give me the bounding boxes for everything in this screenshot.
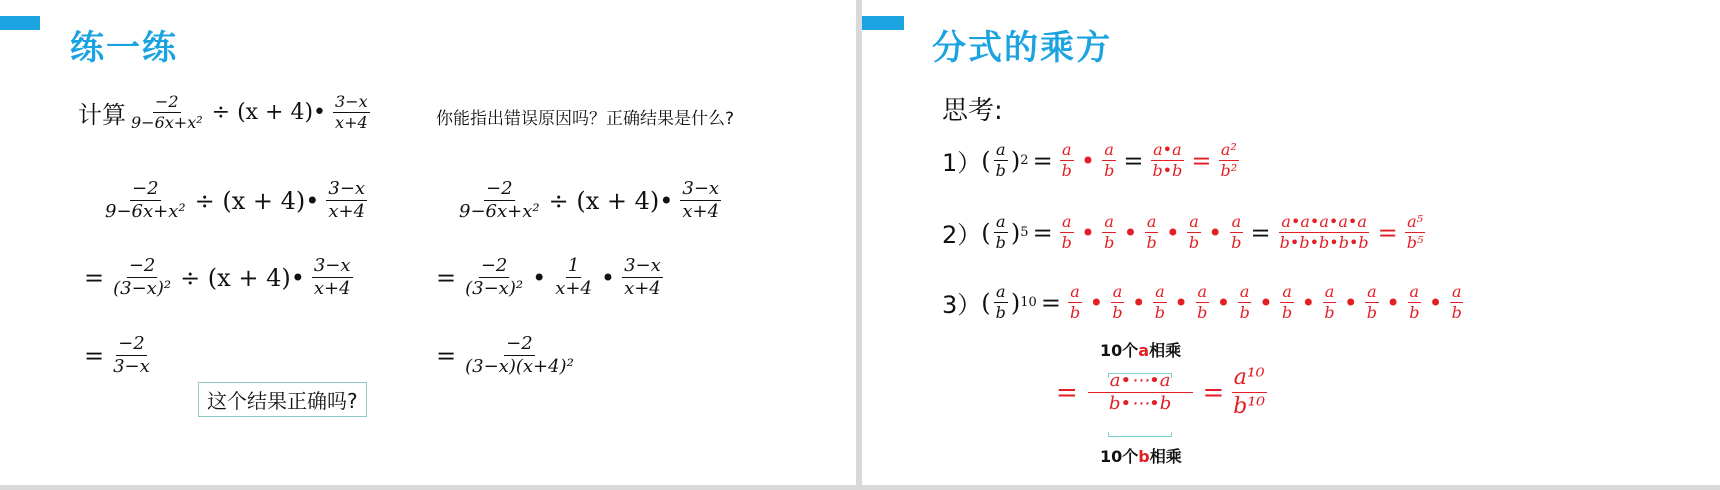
- power-row-3: 3） ( $\frac{a}{b}$ ) 10 = $\frac{a}{b}$ • $\frac{a}{b}$ • $\frac{a}{b}$ • $\frac{a}{b}$ • $\frac{a}{b}$ • $\frac{a}{b}$ • $\frac{a}{b}$ • $\frac{a}{b}$ • $\frac{a}{b}$ • $\frac{a}{b}$: [942, 282, 1462, 322]
- slide-right: [862, 0, 1720, 485]
- prompt-label: 计算: [78, 101, 126, 129]
- slide-title: 分式的乘方: [932, 28, 1112, 68]
- accent-bar: [862, 16, 904, 30]
- prompt-expression: 计算 $\frac{-2}{\text{9−6x+x²}}$ ÷ (x + 4)• $\frac{3-x}{x+4}$: [78, 92, 368, 132]
- fraction: $\frac{3-x}{x+4}$: [335, 92, 368, 132]
- accent-bar: [0, 16, 40, 30]
- note-box: 这个结果正确吗?: [198, 382, 367, 417]
- power-row-1: 1） ( $\frac{a}{b}$ ) 2 = $\frac{a}{b}$ • $\frac{a}{b}$ = $\frac{a•a}{b•b}$ = $\frac{\text{a²}}{\text{b²}}$: [942, 140, 1238, 180]
- power-row-3-result: = $\frac{a•\cdots•a}{b•\cdots•b}$ = $\frac{\text{a¹⁰}}{\text{b¹⁰}}$: [1056, 365, 1266, 419]
- count-a-label: 10个a相乘: [1100, 341, 1182, 360]
- bottom-brace: [1108, 432, 1172, 437]
- count-b-label: 10个b相乘: [1100, 447, 1182, 466]
- slide-title: 练一练: [70, 28, 178, 68]
- wrong-line-2: = $\frac{-2}{3-x}$: [84, 333, 150, 377]
- fraction: $\frac{-2}{\text{9−6x+x²}}$: [131, 92, 203, 132]
- wrong-line-1: = $\frac{-2}{\text{(3−x)²}}$ ÷ (x + 4)• $\frac{3-x}{x+4}$: [84, 255, 351, 299]
- right-line-0: $\frac{-2}{\text{9−6x+x²}}$ ÷ (x + 4)• $\frac{3-x}{x+4}$: [459, 178, 720, 222]
- power-row-2: 2） ( $\frac{a}{b}$ ) 5 = $\frac{a}{b}$ • $\frac{a}{b}$ • $\frac{a}{b}$ • $\frac{a}{b}$ • $\frac{a}{b}$ = $\frac{a•a•a•a•a}{b•b•b•b•b}$ = $\frac{\text{a⁵}}{\text{b⁵}}$: [942, 212, 1424, 252]
- wrong-line-0: $\frac{-2}{\text{9−6x+x²}}$ ÷ (x + 4)• $\frac{3-x}{x+4}$: [105, 178, 366, 222]
- question-text: 你能指出错误原因吗？正确结果是什么?: [436, 109, 735, 129]
- right-line-2: = $\frac{-2}{\text{(3−x)(x+4)²}}$: [436, 333, 574, 377]
- think-label: 思考:: [942, 96, 1003, 126]
- slide-left: [0, 0, 856, 485]
- right-line-1: = $\frac{-2}{\text{(3−x)²}}$ • $\frac{1}{x+4}$ • $\frac{3-x}{x+4}$: [436, 255, 661, 299]
